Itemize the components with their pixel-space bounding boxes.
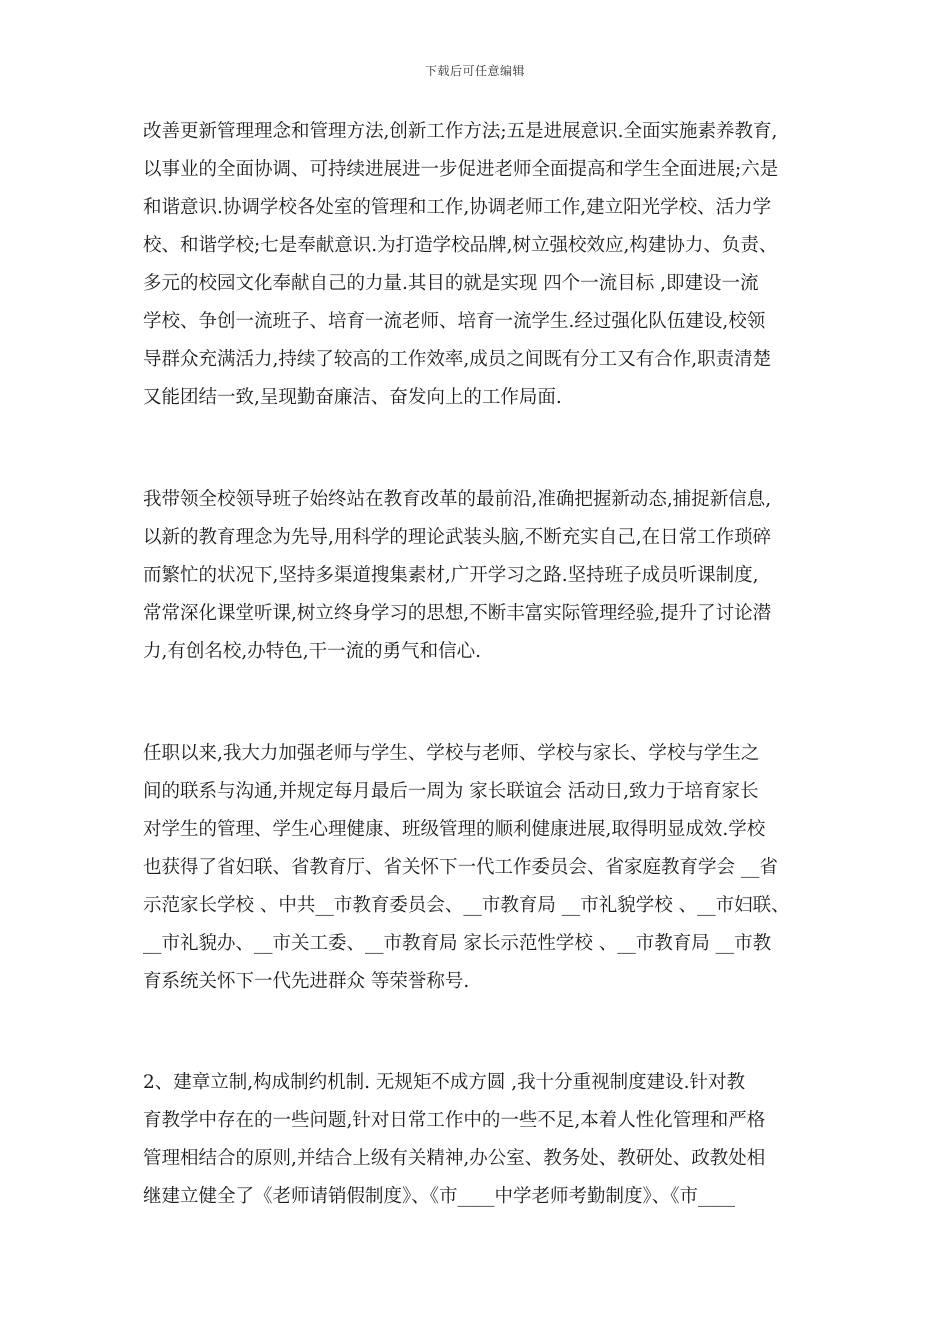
text-line: 间的联系与沟通,并规定每月最后一周为 家长联谊会 活动日,致力于培育家长 <box>143 781 759 802</box>
text-line: 育教学中存在的一些问题,针对日常工作中的一些不足,本着人性化管理和严格 <box>143 1110 766 1131</box>
text-line: 学校、争创一流班子、培育一流老师、培育一流学生.经过强化队伍建设,校领 <box>143 311 766 332</box>
text-line: 对学生的管理、学生心理健康、班级管理的顺利健康进展,取得明显成效.学校 <box>143 819 766 840</box>
text-line: 校、和谐学校;七是奉献意识.为打造学校品牌,树立强校效应,构建协力、负责、 <box>143 235 778 256</box>
text-line: 又能团结一致,呈现勤奋廉洁、奋发向上的工作局面. <box>143 387 562 408</box>
text-line: 示范家长学校 、中共__市教育委员会、__市教育局 __市礼貌学校 、__市妇联、 <box>143 895 790 916</box>
text-line: 而繁忙的状况下,坚持多渠道搜集素材,广开学习之路.坚持班子成员听课制度, <box>143 565 759 586</box>
text-line: __市礼貌办、__市关工委、__市教育局 家长示范性学校 、__市教育局 __市教 <box>143 933 772 954</box>
text-line: 任职以来,我大力加强老师与学生、学校与老师、学校与家长、学校与学生之 <box>143 743 760 764</box>
text-line: 以新的教育理念为先导,用科学的理论武装头脑,不断充实自己,在日常工作琐碎 <box>143 527 772 548</box>
text-line: 管理相结合的原则,并结合上级有关精神,办公室、教务处、教研处、政教处相 <box>143 1148 766 1169</box>
text-line: 改善更新管理理念和管理方法,创新工作方法;五是进展意识.全面实施素养教育, <box>143 121 778 142</box>
text-line: 多元的校园文化奉献自己的力量.其目的就是实现 四个一流目标 ,即建设一流 <box>143 273 759 294</box>
text-line: 以事业的全面协调、可持续进展进一步促进老师全面提高和学生全面进展;六是 <box>143 159 779 180</box>
text-line: 导群众充满活力,持续了较高的工作效率,成员之间既有分工又有合作,职责清楚 <box>143 349 772 370</box>
text-line: 育系统关怀下一代先进群众 等荣誉称号. <box>143 971 470 992</box>
page-header-caption: 下载后可任意编辑 <box>424 64 525 78</box>
text-line: 2、建章立制,构成制约机制. 无规矩不成方圆 ,我十分重视制度建设.针对教 <box>143 1072 746 1093</box>
text-line: 也获得了省妇联、省教育厅、省关怀下一代工作委员会、省家庭教育学会 __省 <box>143 857 778 878</box>
text-line: 和谐意识.协调学校各处室的管理和工作,协调老师工作,建立阳光学校、活力学 <box>143 197 772 218</box>
text-line: 我带领全校领导班子始终站在教育改革的最前沿,准确把握新动态,捕捉新信息, <box>143 489 772 510</box>
text-line: 力,有创名校,办特色,干一流的勇气和信心. <box>143 641 482 662</box>
text-line: 继建立健全了《老师请销假制度》、《市____中学老师考勤制度》、《市____ <box>143 1186 736 1207</box>
text-line: 常常深化课堂听课,树立终身学习的思想,不断丰富实际管理经验,提升了讨论潜 <box>143 603 772 624</box>
